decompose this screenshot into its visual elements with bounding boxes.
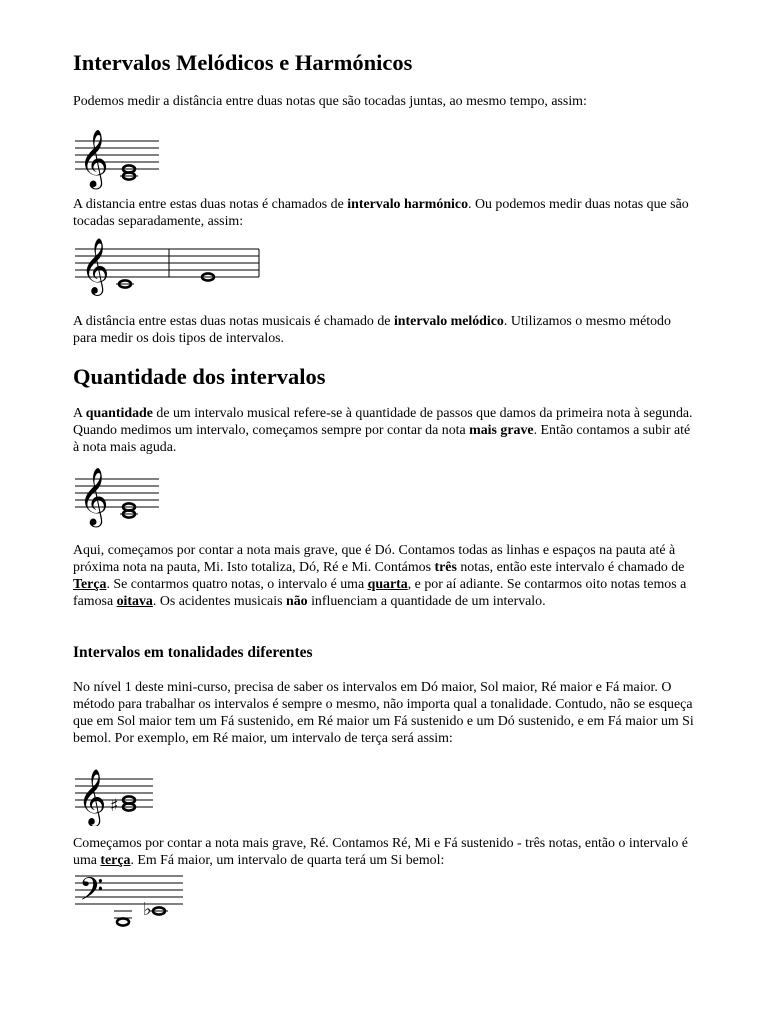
staff-third-c-e bbox=[73, 462, 163, 528]
bass-clef-icon: 𝄢 bbox=[79, 871, 104, 915]
whole-note-icon bbox=[120, 165, 138, 179]
aqui-paragraph: Aqui, começamos por contar a nota mais grave, que é Dó. Contamos todas as linhas e espaços na pauta até à próxima nota na pauta, Mi. Isto totaliza, Dó, Ré e Mi. Contámos três notas, então este intervalo é chamado de Terça. Se contarmos quatro notas, o intervalo é uma quarta, e por aí adiante. Se contarmos oito notas temos a famosa oitava. Os acidentes musicais não influenciam a quantidade de um intervalo. bbox=[73, 543, 687, 609]
staff-third-d-fsharp bbox=[73, 766, 157, 826]
nivel-paragraph: No nível 1 deste mini-curso, precisa de saber os intervalos em Dó maior, Sol maior, Ré maior e Fá maior. O método para trabalhar os intervalos é sempre o mesmo, não importa qual a tonalidade. Contudo, não se esqueça que em Sol maior tem um Fá sustenido, em Ré maior um Fá sustenido e um Dó sustenido, e em Fá maior um Si bemol. Por exemplo, em Ré maior, um intervalo de terça será assim: bbox=[73, 680, 694, 746]
whole-note-icon bbox=[114, 911, 132, 926]
section-heading-quantidade: Quantidade dos intervalos bbox=[73, 364, 326, 389]
page-title: Intervalos Melódicos e Harmónicos bbox=[73, 50, 413, 75]
whole-note-icon bbox=[150, 907, 168, 914]
staff-melodic-interval bbox=[73, 236, 265, 296]
melodic-paragraph: A distância entre estas duas notas musicais é chamado de intervalo melódico. Utilizamos o mesmo método para medir os dois tipos de intervalos. bbox=[73, 314, 671, 346]
quantidade-paragraph: A quantidade de um intervalo musical refere-se à quantidade de passos que damos da primeira nota à segunda. Quando medimos um intervalo, começamos sempre por contar da nota mais grave. Então contamos a subir até à nota mais aguda. bbox=[73, 406, 693, 455]
treble-clef-icon: 𝄞 bbox=[81, 238, 110, 294]
intro-paragraph: Podemos medir a distância entre duas notas que são tocadas juntas, ao mesmo tempo, assim: bbox=[73, 94, 587, 109]
treble-clef-icon: 𝄞 bbox=[79, 467, 109, 525]
section-heading-tonalidades: Intervalos em tonalidades diferentes bbox=[73, 644, 313, 661]
comecamos-paragraph: Começamos por contar a nota mais grave, Ré. Contamos Ré, Mi e Fá sustenido - três notas, então o intervalo é uma terça. Em Fá maior, um intervalo de quarta terá um Si bemol: bbox=[73, 836, 688, 868]
treble-clef-icon: 𝄞 bbox=[78, 769, 107, 825]
whole-note-icon bbox=[123, 796, 135, 810]
staff-fourth-f-bflat bbox=[73, 866, 187, 936]
harmonic-paragraph: A distancia entre estas duas notas é chamados de intervalo harmónico. Ou podemos medir duas notas que são tocadas separadamente, assim: bbox=[73, 197, 689, 229]
whole-note-icon bbox=[120, 503, 138, 517]
whole-note-icon bbox=[116, 280, 134, 287]
flat-icon: ♭ bbox=[143, 899, 152, 920]
sharp-icon: ♯ bbox=[110, 796, 119, 816]
treble-clef-icon: 𝄞 bbox=[79, 129, 109, 187]
staff-harmonic-third bbox=[73, 124, 163, 190]
